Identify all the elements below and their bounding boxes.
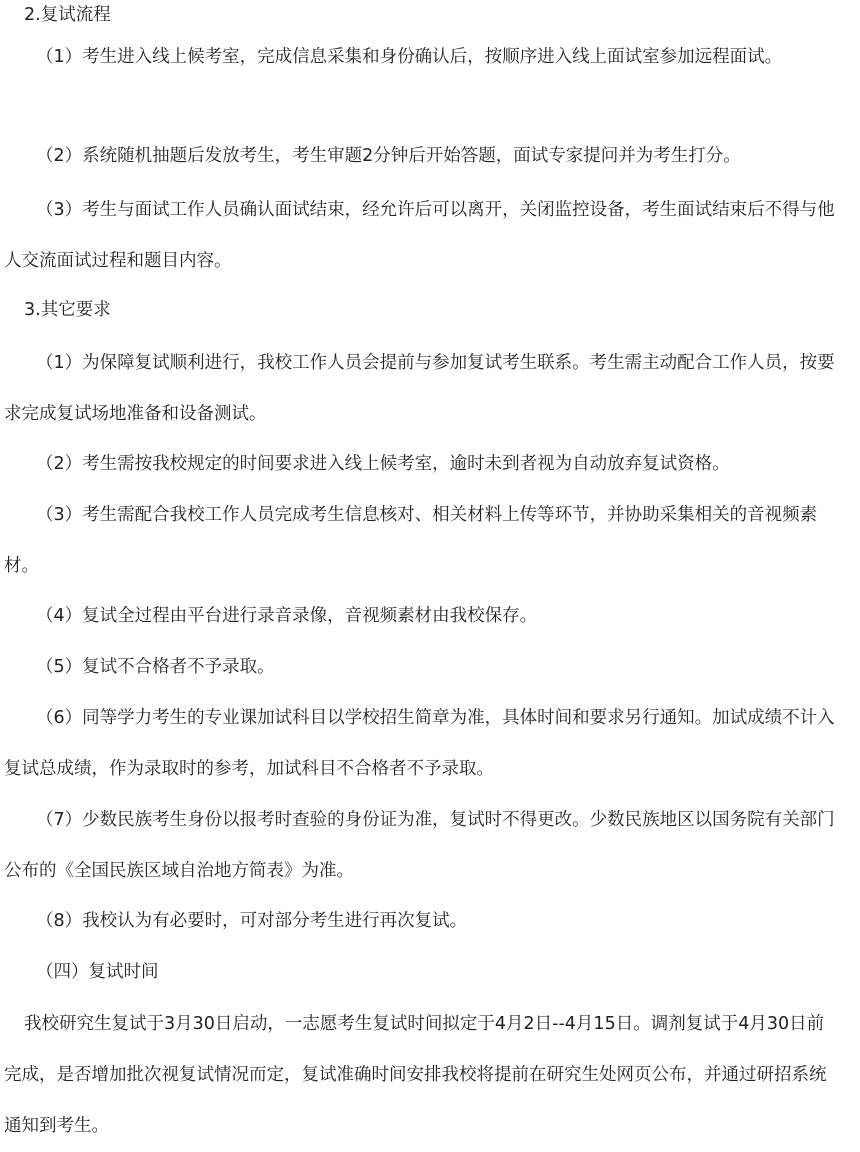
other-item-7: （7）少数民族考生身份以报考时查验的身份证为准，复试时不得更改。少数民族地区以国务院有关部门公布的《全国民族区域自治地方简表》为准。 [4, 810, 835, 881]
other-item-1: （1）为保障复试顺利进行，我校工作人员会提前与参加复试考生联系。考生需主动配合工作人员，按要求完成复试场地准备和设备测试。 [4, 353, 835, 424]
other-item-4: （4）复试全过程由平台进行录音录像，音视频素材由我校保存。 [36, 606, 538, 626]
section-heading-process: 2.复试流程 [24, 5, 111, 25]
process-item-1: （1）考生进入线上候考室，完成信息采集和身份确认后，按顺序进入线上面试室参加远程面试。 [36, 47, 783, 67]
other-item-5: （5）复试不合格者不予录取。 [36, 657, 275, 677]
time-paragraph: 我校研究生复试于3月30日启动，一志愿考生复试时间拟定于4月2日--4月15日。调剂复试于4月30日前完成，是否增加批次视复试情况而定，复试准确时间安排我校将提前在研究生处网页公布，并通过研招系统通知到考生。 [4, 1014, 827, 1136]
other-item-2: （2）考生需按我校规定的时间要求进入线上候考室，逾时未到者视为自动放弃复试资格。 [36, 454, 730, 474]
section-heading-other: 3.其它要求 [24, 300, 111, 320]
other-item-6: （6）同等学力考生的专业课加试科目以学校招生简章为准，具体时间和要求另行通知。加试成绩不计入复试总成绩，作为录取时的参考，加试科目不合格者不予录取。 [4, 708, 835, 779]
other-item-3: （3）考生需配合我校工作人员完成考生信息核对、相关材料上传等环节，并协助采集相关的音视频素材。 [4, 505, 818, 576]
process-item-3: （3）考生与面试工作人员确认面试结束，经允许后可以离开，关闭监控设备，考生面试结束后不得与他人交流面试过程和题目内容。 [4, 200, 835, 271]
other-item-8: （8）我校认为有必要时，可对部分考生进行再次复试。 [36, 911, 468, 931]
section-heading-time: （四）复试时间 [36, 962, 159, 982]
process-item-2: （2）系统随机抽题后发放考生，考生审题2分钟后开始答题，面试专家提问并为考生打分。 [36, 146, 741, 166]
